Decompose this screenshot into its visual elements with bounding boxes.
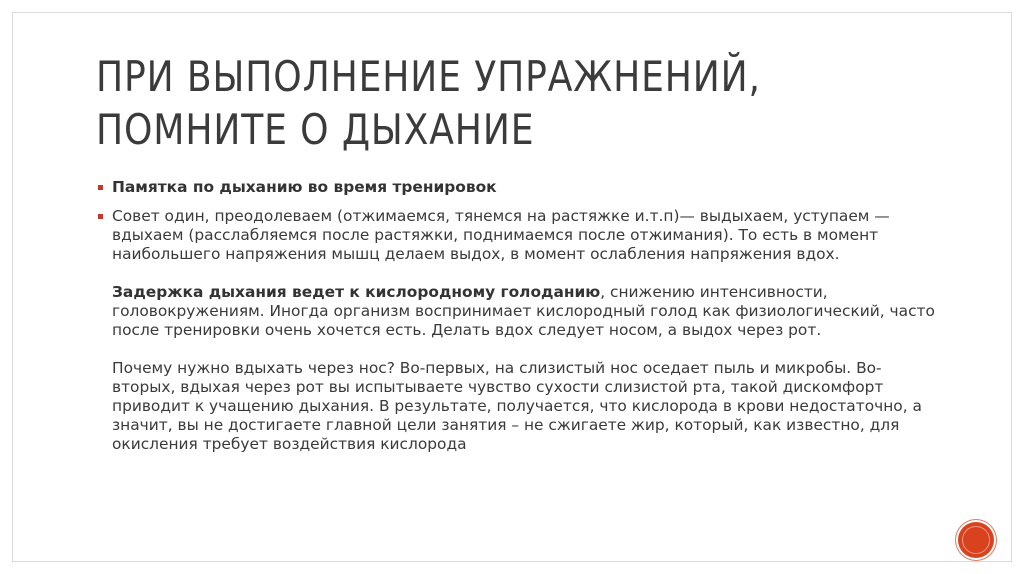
bullet-list: [98, 178, 938, 464]
bold-phrase: Задержка дыхания ведет к кислородному голоданию: [112, 283, 601, 301]
bullet-item-2: [98, 207, 938, 454]
circle-nav-icon[interactable]: [958, 522, 994, 558]
slide-title-line-1: ПРИ ВЫПОЛНЕНИЕ УПРАЖНЕНИЙ,: [96, 52, 761, 101]
slide-title-line-2: ПОМНИТЕ О ДЫХАНИЕ: [96, 105, 535, 154]
paragraph-exhale-advice: Совет один, преодолеваем (отжимаемся, тянемся на растяжке и.т.п)— выдыхаем, уступаем — вдыхаем (расслабляемся после растяжки, поднимаемся после отжимания). То есть в момент наибольшего напряжения мышц делаем выдох, в момент ослабления напряжения вдох.: [112, 207, 890, 263]
bullet-body: [112, 207, 938, 454]
slide-title: [96, 50, 836, 156]
paragraph-breath-holding: [112, 283, 938, 340]
bullet-square-icon: [98, 214, 103, 219]
paragraph-nose-breathing: Почему нужно вдыхать через нос? Во-первых, на слизистый нос оседает пыль и микробы. Во-вторых, вдыхая через рот вы испытываете чувство сухости слизистой рта, такой дискомфорт приводит к учащению дыхания. В результате, получается, что кислорода в крови недостаточно, а значит, вы не достигаете главной цели занятия – не сжигаете жир, который, как известно, для окисления требует воздействия кислорода: [112, 359, 922, 453]
bullet-heading: Памятка по дыханию во время тренировок: [112, 178, 497, 196]
bullet-square-icon: [98, 185, 103, 190]
circle-nav-ring: [962, 526, 990, 554]
bullet-item-1: [98, 178, 938, 197]
paragraph-breath-holding-rest: , снижению интенсивности, головокружениям. Иногда организм воспринимает кислородный голод как физиологический, часто после тренировки очень хочется есть. Делать вдох следует носом, а выдох через рот.: [112, 283, 935, 339]
